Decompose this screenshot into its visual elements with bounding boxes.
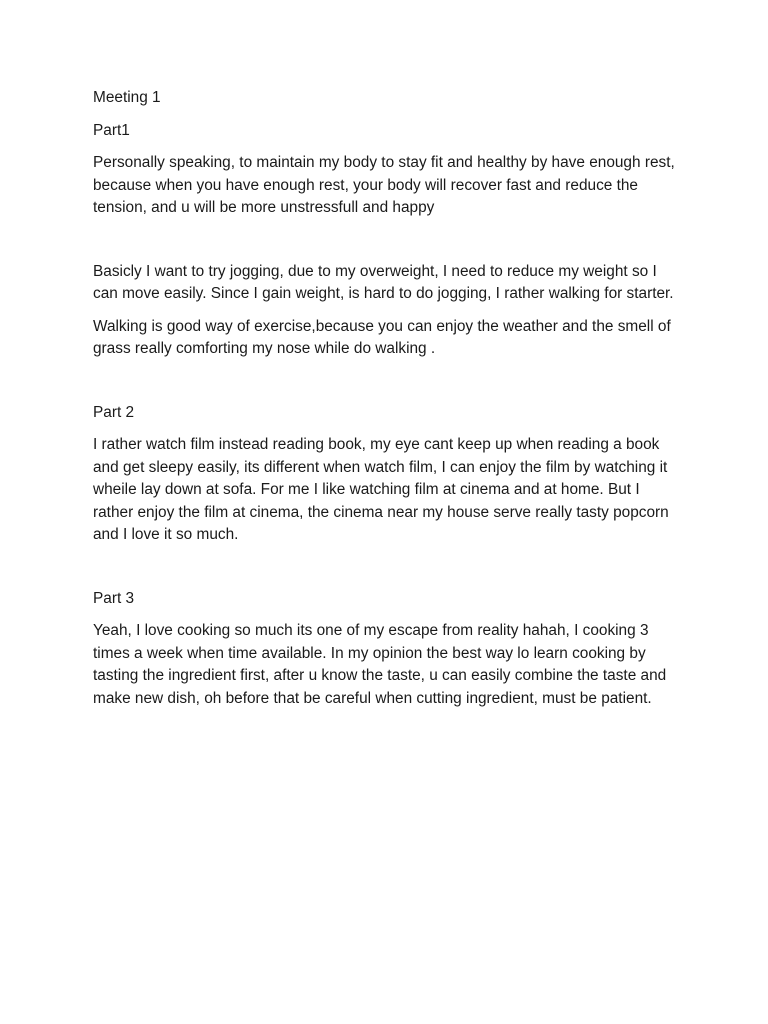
part2-paragraph: I rather watch film instead reading book, my eye cant keep up when reading a book and get sleepy easily, its different when watch film, I can enjoy the film by watching it wheile lay down at sofa. For me I like watching film at cinema and at home. But I rather enjoy the film at cinema, the cinema near my house serve really tasty popcorn and I love it so much. — [93, 436, 669, 543]
document-body — [93, 87, 683, 720]
part1-paragraph: Walking is good way of exercise,because you can enjoy the weather and the smell of grass really comforting my nose while do walking . — [93, 317, 671, 357]
part1-paragraph: Personally speaking, to maintain my body to stay fit and healthy by have enough rest, because when you have enough rest, your body will recover fast and reduce the tension, and u will be more unstressfull and happy — [93, 154, 675, 216]
part3-paragraph: Yeah, I love cooking so much its one of my escape from reality hahah, I cooking 3 times a week when time available. In my opinion the best way lo learn cooking by tasting the ingredient first, after u know the taste, u can easily combine the taste and make new dish, oh before that be careful when cutting ingredient, must be patient. — [93, 622, 667, 707]
part1-paragraph: Basicly I want to try jogging, due to my overweight, I need to reduce my weight so I can move easily. Since I gain weight, is hard to do jogging, I rather walking for starter. — [93, 262, 674, 302]
part1-heading: Part1 — [93, 121, 130, 139]
part2-heading: Part 2 — [93, 403, 135, 421]
part3-heading: Part 3 — [93, 589, 135, 607]
document-title: Meeting 1 — [93, 89, 161, 106]
